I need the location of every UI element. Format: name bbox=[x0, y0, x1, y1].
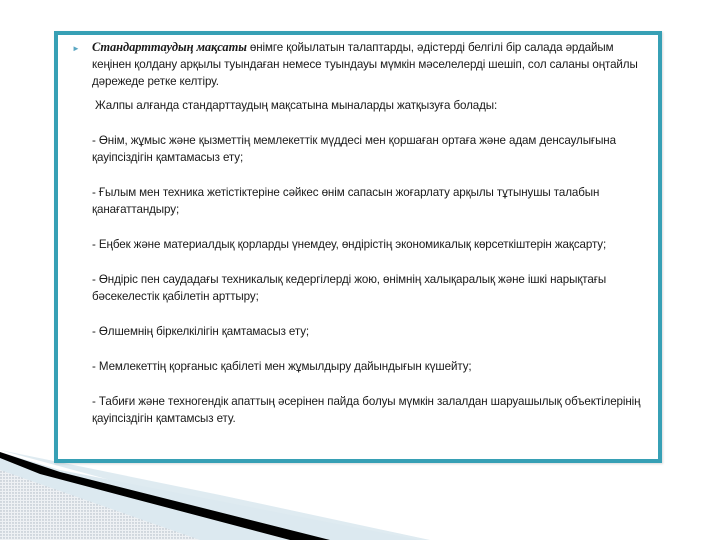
list-item: - Табиғи және техногендік апаттың әсерінен пайда болуы мүмкін залалдан шаруашылық объектілерінің қауіпсіздігін қамтамсыз ету. bbox=[92, 395, 641, 425]
intro-text: Жалпы алғанда стандарттаудың мақсатына мыналарды жатқызуға болады: bbox=[95, 99, 498, 112]
definition-body: өнімге қойылатын талаптарды, әдістерді белгілі бір салада әрдайым кеңінен қолдану арқылы туындаған немесе туындауы мүмкін мәселелерді шешіп, сол саланы оңтайлы дәрежеде ретке келтіру. bbox=[92, 41, 638, 88]
list-item: - Мемлекеттің қорғаныс қабілеті мен жұмылдыру дайындығын күшейту; bbox=[92, 360, 472, 373]
definition-bullet bbox=[72, 39, 652, 90]
definition-text bbox=[92, 39, 652, 90]
list-item: - Өндіріс пен саудадағы техникалық кедергілерді жою, өнімнің халықаралық және ішкі нарықтағы бәсекелестік қабілетін арттыру; bbox=[92, 273, 607, 303]
list-item: - Өлшемнің біркелкілігін қамтамасыз ету; bbox=[92, 325, 310, 338]
slide-body bbox=[72, 39, 652, 427]
list-item: - Өнім, жұмыс және қызметтің мемлекеттік мүддесі мен қоршаған ортаға және адам денсаулығына қауіпсіздігін қамтамасыз ету; bbox=[92, 134, 616, 164]
list-item: - Еңбек және материалдық қорларды үнемдеу, өндірістің экономикалық көрсеткіштерін жақсарту; bbox=[92, 238, 607, 251]
list-item: - Ғылым мен техника жетістіктеріне сәйкес өнім сапасын жоғарлату арқылы тұтынушы талабын қанағаттандыру; bbox=[92, 186, 600, 216]
definition-lead: Стандарттаудың мақсаты bbox=[92, 40, 247, 54]
triangle-bullet-icon: ► bbox=[72, 44, 80, 53]
